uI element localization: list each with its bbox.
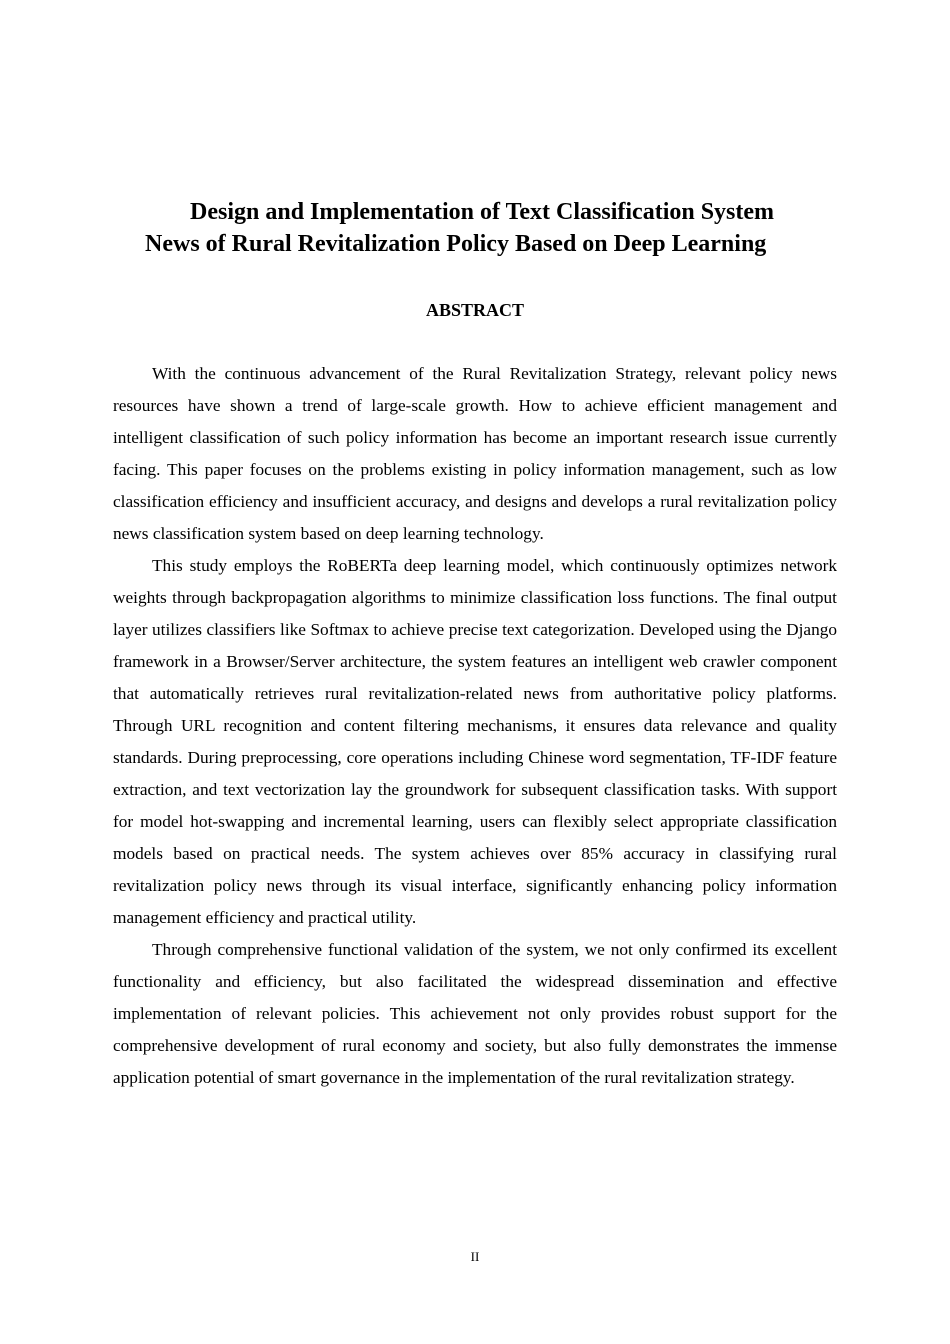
abstract-paragraph-1: With the continuous advancement of the Rural Revitalization Strategy, relevant policy news resources have shown a trend of large-scale growth. How to achieve efficient management and intelligent classification of such policy information has become an important research issue currently facing. This paper focuses on the problems existing in policy information management, such as low classification efficiency and insufficient accuracy, and designs and develops a rural revitalization policy news classification system based on deep learning technology. [113, 364, 837, 543]
abstract-paragraph-3: Through comprehensive functional validation of the system, we not only confirmed its excellent functionality and efficiency, but also facilitated the widespread dissemination and effective implementation of relevant policies. This achievement not only provides robust support for the comprehensive development of rural economy and society, but also fully demonstrates the immense application potential of smart governance in the implementation of the rural revitalization strategy. [113, 940, 837, 1087]
abstract-heading: ABSTRACT [425, 300, 525, 320]
title-line-2: News of Rural Revitalization Policy Based on Deep Learning [145, 231, 767, 257]
abstract-body [113, 358, 837, 1094]
abstract-paragraph-2: This study employs the RoBERTa deep learning model, which continuously optimizes network weights through backpropagation algorithms to minimize classification loss functions. The final output layer utilizes classifiers like Softmax to achieve precise text categorization. Developed using the Django framework in a Browser/Server architecture, the system features an intelligent web crawler component that automatically retrieves rural revitalization-related news from authoritative policy platforms. Through URL recognition and content filtering mechanisms, it ensures data relevance and quality standards. During preprocessing, core operations including Chinese word segmentation, TF-IDF feature extraction, and text vectorization lay the groundwork for subsequent classification tasks. With support for model hot-swapping and incremental learning, users can flexibly select appropriate classification models based on practical needs. The system achieves over 85% accuracy in classifying rural revitalization policy news through its visual interface, significantly enhancing policy information management efficiency and practical utility. [113, 556, 837, 927]
page-number: II [470, 1249, 480, 1264]
title-line-1: Design and Implementation of Text Classification System [190, 199, 775, 225]
paper-title [0, 196, 950, 260]
